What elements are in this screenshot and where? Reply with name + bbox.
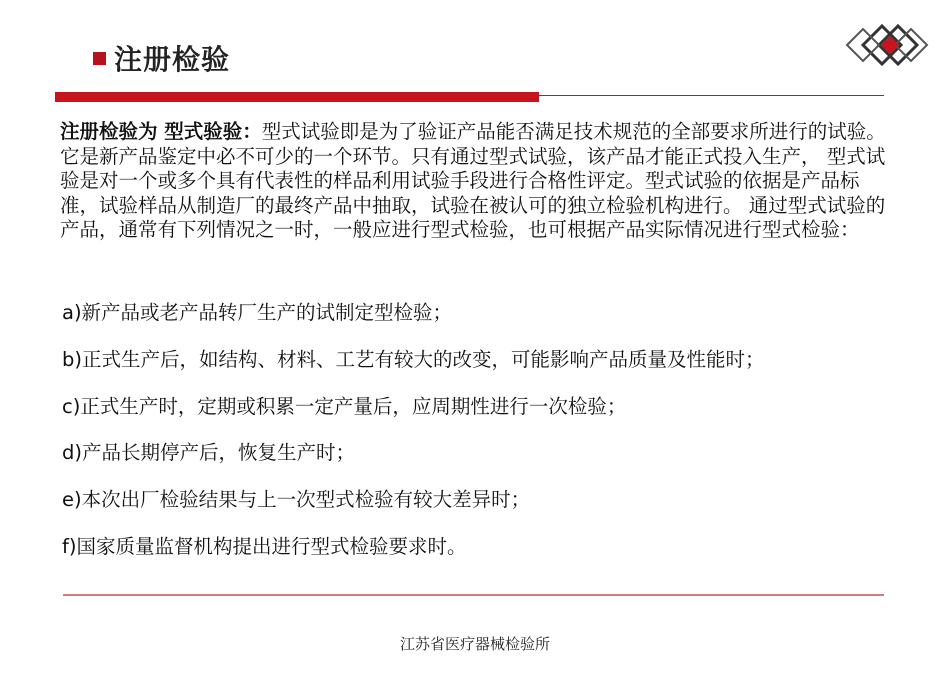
footer-divider: [63, 594, 884, 596]
footer-organization: 江苏省医疗器械检验所: [399, 635, 550, 653]
intro-lead: 注册检验为 型式验验：: [60, 120, 262, 143]
list-item: f)国家质量监督机构提出进行型式检验要求时。: [62, 534, 467, 558]
condition-list: [62, 300, 765, 581]
intro-text: 型式试验即是为了验证产品能否满足技术规范的全部要求所进行的试验。它是新产品鉴定中必不可少的一个环节。只有通过型式试验，该产品才能正式投入生产， 型式试验是对一个或多个具有代表性的样品利用试验手段进行合格性评定。型式试验的依据是产品标准，试验样品从制造厂的最终产品中抽取，试验在被认可的独立检验机构进行。 通过型式试验的产品，通常有下列情况之一时，一般应进行型式检验，也可根据产品实际情况进行型式检验：: [60, 120, 886, 241]
list-item: e)本次出厂检验结果与上一次型式检验有较大差异时；: [62, 488, 531, 512]
header-divider-thin: [539, 95, 884, 96]
list-item: b)正式生产后，如结构、材料、工艺有较大的改变，可能影响产品质量及性能时；: [62, 347, 765, 371]
header-divider-thick: [55, 92, 539, 102]
intro-paragraph: [60, 120, 898, 243]
list-item: d)产品长期停产后，恢复生产时；: [62, 441, 355, 465]
list-item: c)正式生产时，定期或积累一定产量后，应周期性进行一次检验；: [62, 394, 627, 418]
slide-title: 注册检验: [114, 43, 231, 76]
slide-header: [93, 38, 230, 78]
title-bullet-square: [93, 52, 106, 65]
list-item: a)新产品或老产品转厂生产的试制定型检验；: [62, 301, 453, 324]
interlocking-diamonds-logo: [843, 10, 931, 80]
